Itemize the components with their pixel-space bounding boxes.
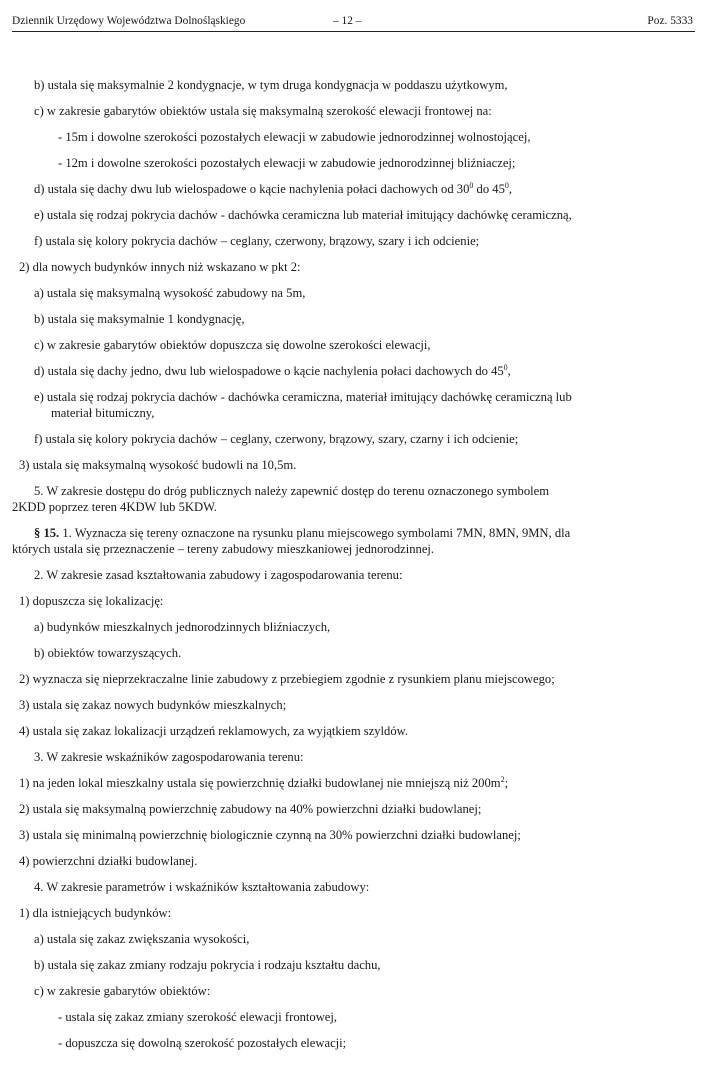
text-line: a) ustala się zakaz zwiększania wysokości, bbox=[34, 932, 250, 946]
text-line: e) ustala się rodzaj pokrycia dachów - dachówka ceramiczna lub materiał imitujący dachówkę ceramiczną, bbox=[34, 208, 572, 222]
page-number: – 12 – bbox=[333, 15, 362, 27]
text-line: 3) ustala się zakaz nowych budynków mieszkalnych; bbox=[19, 698, 287, 712]
section-line: § 15. 1. Wyznacza się tereny oznaczone na rysunku planu miejscowego symbolami 7MN, 8MN, 9MN, dla bbox=[34, 526, 571, 540]
text-line: f) ustala się kolory pokrycia dachów – ceglany, czerwony, brązowy, szary i ich odcienie; bbox=[34, 234, 480, 248]
text-line: 4) ustala się zakaz lokalizacji urządzeń reklamowych, za wyjątkiem szyldów. bbox=[19, 724, 409, 738]
text-line: - 15m i dowolne szerokości pozostałych elewacji w zabudowie jednorodzinnej wolnostojącej, bbox=[58, 130, 531, 144]
text-line: d) ustala się dachy dwu lub wielospadowe o kącie nachylenia połaci dachowych od $30^0$ do $45^0$, bbox=[34, 180, 513, 196]
text-line: 4) powierzchni działki budowlanej. bbox=[19, 854, 198, 868]
text-line: - dopuszcza się dowolną szerokość pozostałych elewacji; bbox=[58, 1036, 347, 1050]
text-line: e) ustala się rodzaj pokrycia dachów - dachówka ceramiczna, materiał imitujący dachówkę ceramiczną lub bbox=[34, 390, 572, 404]
text-line: 2KDD poprzez teren 4KDW lub 5KDW. bbox=[12, 500, 217, 514]
text-line: 1) dla istniejących budynków: bbox=[19, 906, 172, 920]
text-line: 2. W zakresie zasad kształtowania zabudowy i zagospodarowania terenu: bbox=[34, 568, 403, 582]
text-line: f) ustala się kolory pokrycia dachów – ceglany, czerwony, brązowy, szary, czarny i ich odcienie; bbox=[34, 432, 519, 446]
text-line: 1) dopuszcza się lokalizację: bbox=[19, 594, 164, 608]
text-line: a) budynków mieszkalnych jednorodzinnych bliźniaczych, bbox=[34, 620, 331, 634]
text-line: 3) ustala się minimalną powierzchnię biologicznie czynną na 30% powierzchni działki budowlanej; bbox=[19, 828, 521, 842]
text-line: b) obiektów towarzyszących. bbox=[34, 646, 182, 660]
position-number: Poz. 5333 bbox=[647, 15, 693, 27]
text-line: materiał bitumiczny, bbox=[51, 406, 155, 420]
section-marker: § 15. bbox=[34, 526, 60, 540]
text-line: b) ustala się zakaz zmiany rodzaju pokrycia i rodzaju kształtu dachu, bbox=[34, 958, 381, 972]
text-line: c) w zakresie gabarytów obiektów: bbox=[34, 984, 211, 998]
text-line: a) ustala się maksymalną wysokość zabudowy na 5m, bbox=[34, 286, 306, 300]
text-line: 2) dla nowych budynków innych niż wskazano w pkt 2: bbox=[19, 260, 301, 274]
text-line: d) ustala się dachy jedno, dwu lub wielospadowe o kącie nachylenia połaci dachowych do $45^0$, bbox=[34, 362, 511, 378]
text-line: których ustala się przeznaczenie – tereny zabudowy mieszkaniowej jednorodzinnej. bbox=[12, 542, 435, 556]
text-line: 4. W zakresie parametrów i wskaźników kształtowania zabudowy: bbox=[34, 880, 370, 894]
text-line: c) w zakresie gabarytów obiektów dopuszcza się dowolne szerokości elewacji, bbox=[34, 338, 431, 352]
text-line: 2) ustala się maksymalną powierzchnię zabudowy na 40% powierzchni działki budowlanej; bbox=[19, 802, 482, 816]
text-line: - ustala się zakaz zmiany szerokość elewacji frontowej, bbox=[58, 1010, 338, 1024]
page-header bbox=[12, 12, 695, 32]
text-line: c) w zakresie gabarytów obiektów ustala się maksymalną szerokość elewacji frontowej na: bbox=[34, 104, 492, 118]
text-line: 3) ustala się maksymalną wysokość budowli na 10,5m. bbox=[19, 458, 297, 472]
journal-title: Dziennik Urzędowy Województwa Dolnośląskiego bbox=[12, 15, 246, 27]
text-line: b) ustala się maksymalnie 2 kondygnacje, w tym druga kondygnacja w poddaszu użytkowym, bbox=[34, 78, 508, 92]
text-line: 2) wyznacza się nieprzekraczalne linie zabudowy z przebiegiem zgodnie z rysunkiem planu miejscowego; bbox=[19, 672, 555, 686]
text-line: b) ustala się maksymalnie 1 kondygnację, bbox=[34, 312, 245, 326]
text-line: 1) na jeden lokal mieszkalny ustala się powierzchnię działki budowlanej nie mniejszą niż $200m^2$; bbox=[19, 774, 509, 790]
text-line: - 12m i dowolne szerokości pozostałych elewacji w zabudowie jednorodzinnej bliźniaczej; bbox=[58, 156, 516, 170]
text-line: 5. W zakresie dostępu do dróg publicznych należy zapewnić dostęp do terenu oznaczonego symbolem bbox=[34, 484, 550, 498]
text-line: 3. W zakresie wskaźników zagospodarowania terenu: bbox=[34, 750, 304, 764]
